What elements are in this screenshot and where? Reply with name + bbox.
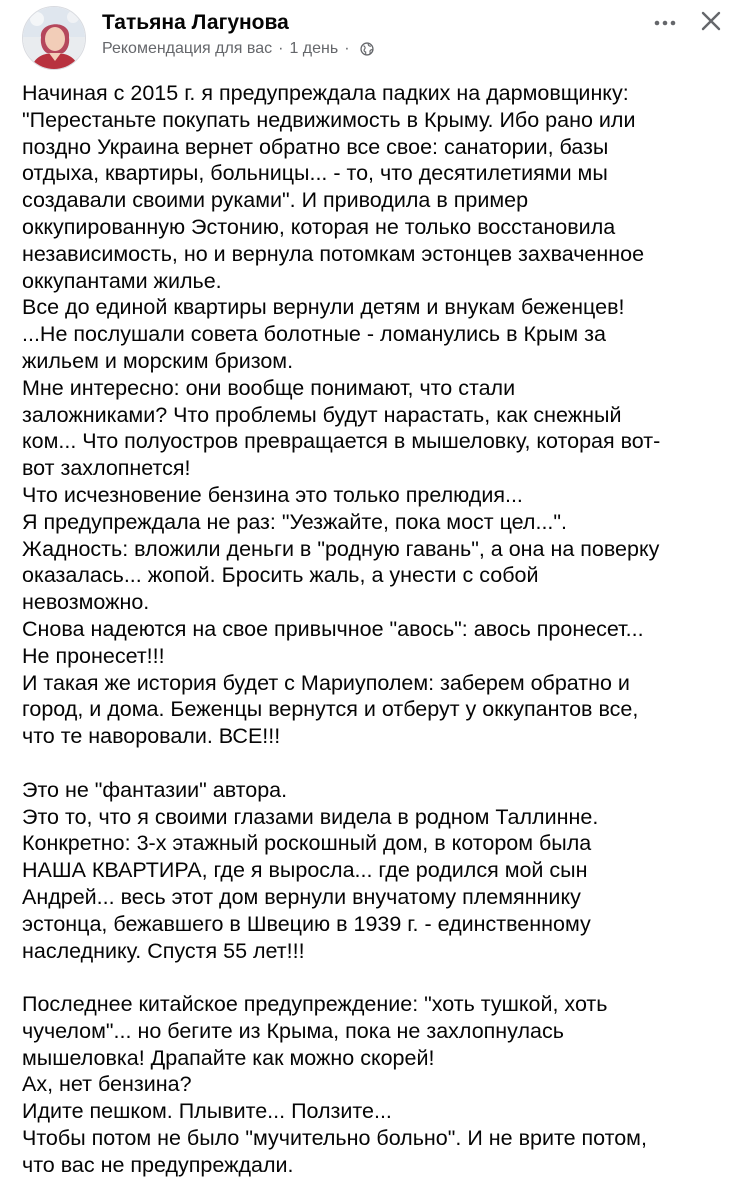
post-text-line: оказалась... жопой. Бросить жаль, а унести с собой [22, 563, 539, 588]
post-text-line: создавали своими руками". И приводила в пример [22, 188, 529, 213]
post-text-line: "Перестаньте покупать недвижимость в Крыму. Ибо рано или [22, 107, 636, 132]
author-name[interactable]: Татьяна Лагунова [102, 11, 289, 34]
post-text-line: И такая же история будет с Мариуполем: заберем обратно и [22, 670, 630, 695]
post-text-line: чучелом"... но бегите из Крыма, пока не захлопнулась [22, 1018, 564, 1043]
post-text-line: Андрей... весь этот дом вернули внучатому племяннику [22, 884, 581, 909]
post-text-line: Конкретно: 3-х этажный роскошный дом, в котором была [22, 831, 592, 856]
globe-icon[interactable] [360, 42, 374, 56]
post-text [22, 80, 734, 1179]
post-text-line [22, 964, 734, 991]
avatar-photo [23, 7, 86, 70]
post-text-line: заложниками? Что проблемы будут нарастать, как снежный [22, 402, 622, 427]
post-text-line: оккупированную Эстонию, которая не только восстановила [22, 214, 616, 239]
post-text-line: независимость, но и вернула потомкам эстонцев захваченное [22, 241, 645, 266]
post-text-line: оккупантами жилье. [22, 268, 222, 293]
post-text-line: отдыха, квартиры, больницы... - то, что десятилетиями мы [22, 161, 608, 186]
meta-separator: · [278, 40, 284, 57]
post-text-line: Ах, нет бензина? [22, 1072, 192, 1097]
post-text-line: невозможно. [22, 590, 150, 615]
post-text-line: эстонца, бежавшего в Швецию в 1939 г. - единственному [22, 911, 591, 936]
more-horizontal-icon [654, 20, 676, 26]
post-text-line: Все до единой квартиры вернули детям и внукам беженцев! [22, 295, 625, 320]
post-text-line: Что исчезновение бензина это только прелюдия... [22, 482, 523, 507]
post-meta [102, 39, 374, 59]
post-text-line: Это не "фантазии" автора. [22, 777, 288, 802]
post-text-line: наследнику. Спустя 55 лет!!! [22, 938, 305, 963]
post-text-line: Идите пешком. Плывите... Ползите... [22, 1099, 392, 1124]
post-text-line: Это то, что я своими глазами видела в родном Таллинне. [22, 804, 599, 829]
post-text-line: Жадность: вложили деньги в "родную гавань", а она на поверку [22, 536, 660, 561]
close-icon [700, 10, 722, 32]
post-text-line: Снова надеются на свое привычное "авось": авось пронесет... [22, 616, 644, 641]
recommendation-label: Рекомендация для вас [102, 40, 273, 57]
post-header [22, 4, 732, 70]
post-text-line: Я предупреждала не раз: "Уезжайте, пока мост цел...". [22, 509, 567, 534]
post-text-line: ком... Что полуостров превращается в мышеловку, которая вот- [22, 429, 661, 454]
post-text-line: ...Не послушали совета болотные - ломанулись в Крым за [22, 322, 606, 347]
post-text-line: Мне интересно: они вообще понимают, что стали [22, 375, 516, 400]
post-text-line: Начиная с 2015 г. я предупреждала падких на дармовщинку: [22, 81, 629, 105]
more-options-button[interactable] [650, 10, 680, 36]
avatar[interactable] [22, 6, 86, 70]
close-button[interactable] [696, 6, 726, 36]
post-text-line: жильем и морским бризом. [22, 348, 294, 373]
author-block [102, 10, 374, 59]
post-text-line: Последнее китайское предупреждение: "хоть тушкой, хоть [22, 992, 608, 1017]
meta-separator-2: · [344, 40, 350, 57]
post-text-line: что вас не предупреждали. [22, 1152, 294, 1177]
post-text-line: поздно Украина вернет обратно все свое: санатории, базы [22, 134, 609, 159]
post-text-line: мышеловка! Драпайте как можно скорей! [22, 1045, 435, 1070]
post-text-line: вот захлопнется! [22, 456, 191, 481]
post-text-line: Не пронесет!!! [22, 643, 165, 668]
post-time[interactable]: 1 день [289, 40, 339, 57]
post-text-line: что те наворовали. ВСЕ!!! [22, 724, 281, 749]
post-text-line: НАША КВАРТИРА, где я выросла... где родился мой сын [22, 858, 588, 883]
post-text-line: Чтобы потом не было "мучительно больно". И не врите потом, [22, 1126, 647, 1151]
post-text-line [22, 750, 734, 777]
post-text-line: город, и дома. Беженцы вернутся и отберут у оккупантов все, [22, 697, 639, 722]
